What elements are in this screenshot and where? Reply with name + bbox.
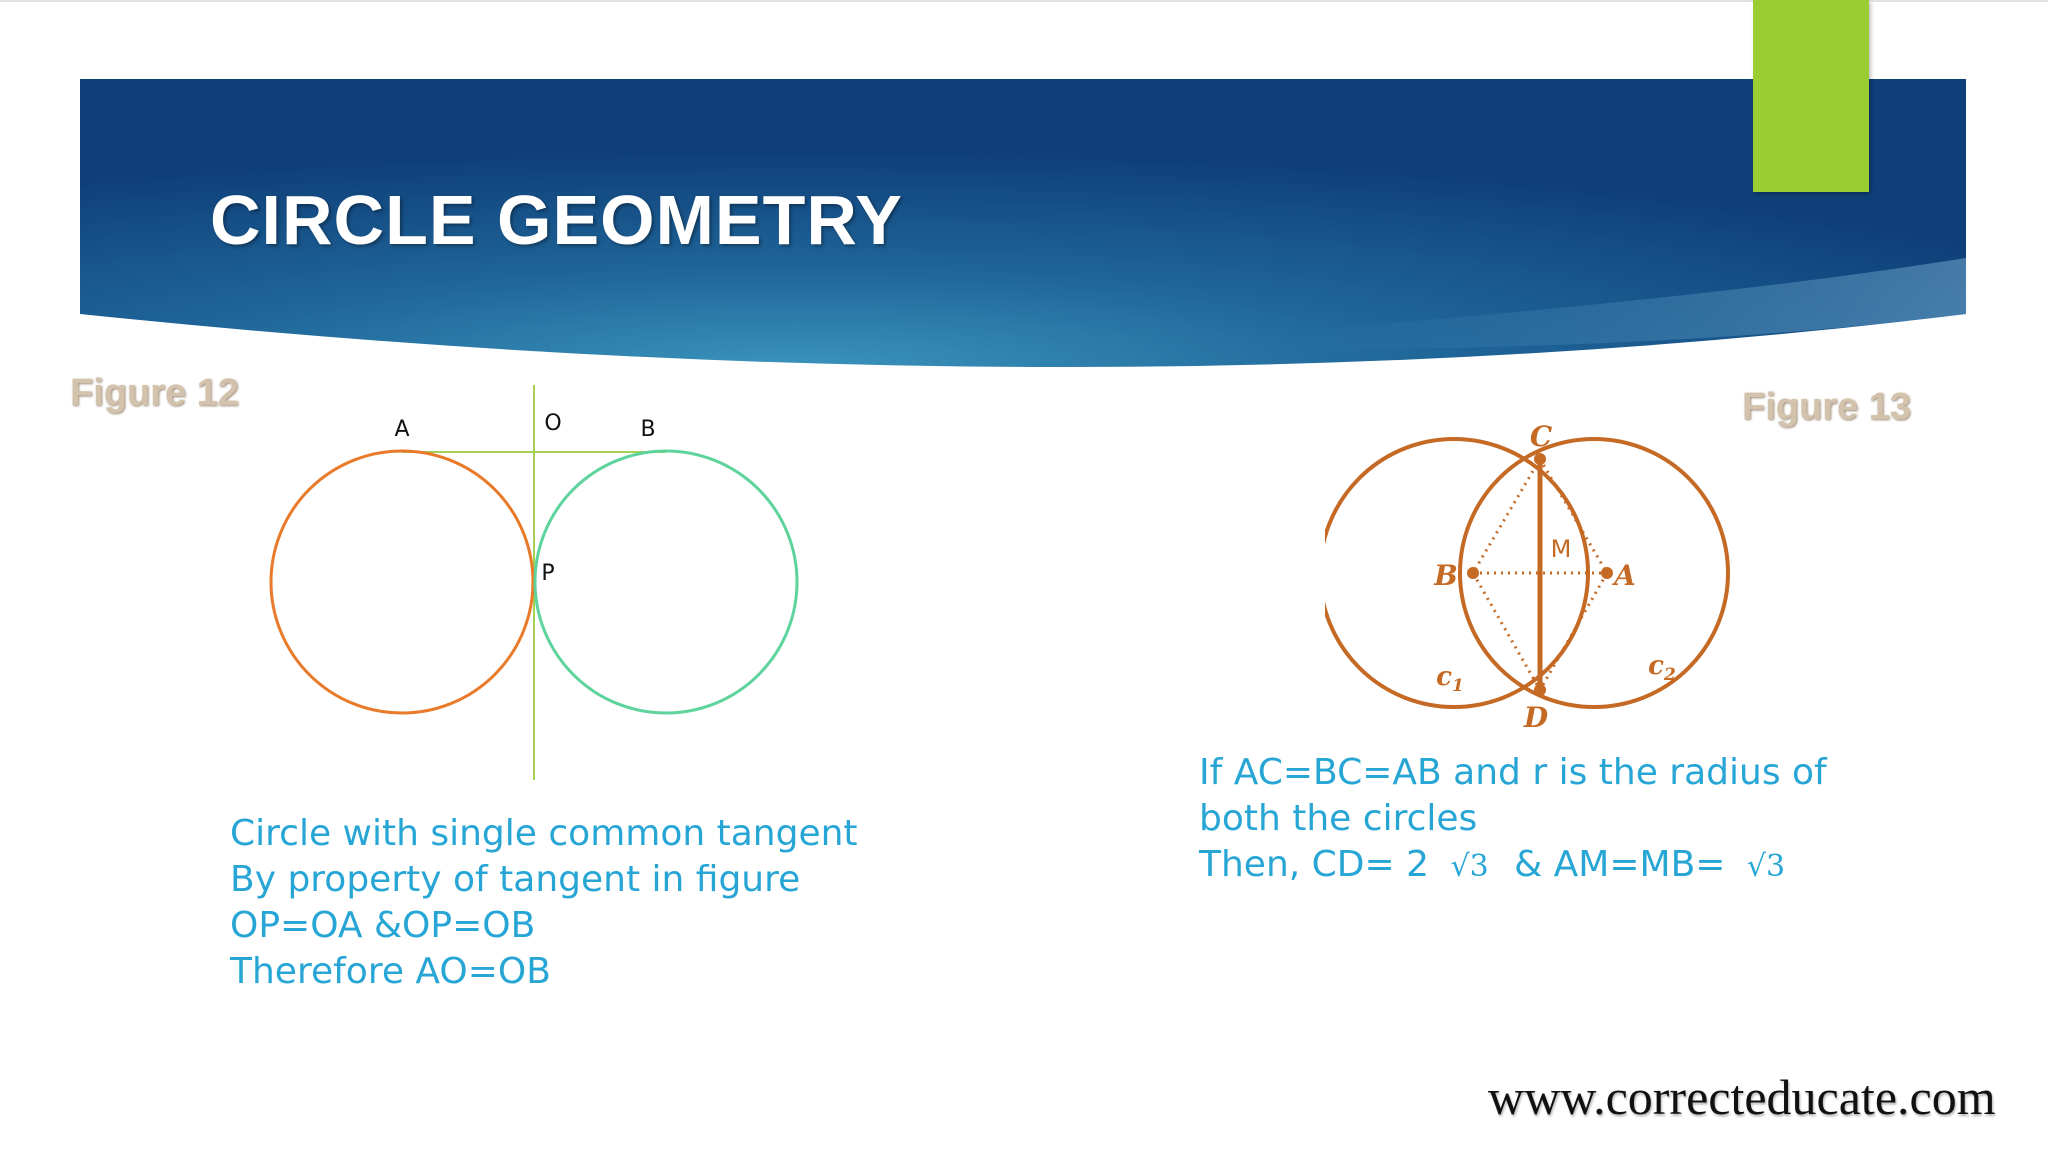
point-a [1601, 567, 1613, 579]
website-watermark: www.correcteducate.com [1488, 1069, 1996, 1125]
label-m: M [1550, 535, 1572, 563]
figure-12-diagram [250, 375, 820, 795]
point-label-a: A [394, 417, 410, 442]
figure-12-text [230, 811, 858, 995]
text-line: OP=OA &OP=OB [230, 905, 536, 946]
label-c1: $c_1$ [1436, 662, 1464, 696]
label-a: A [1614, 559, 1636, 592]
label-b: B [1434, 559, 1458, 592]
text-line: Circle with single common tangent [230, 813, 858, 854]
slide-title: CIRCLE GEOMETRY [210, 181, 903, 259]
am-mb-text: & AM=MB= [1514, 844, 1726, 885]
figure-13-text [1199, 750, 1827, 890]
point-label-b: B [640, 417, 656, 442]
figure-13-diagram [1325, 410, 1755, 740]
text-line-formula [1199, 842, 1827, 890]
then-prefix: Then, CD= 2 [1199, 844, 1430, 885]
accent-green-rectangle [1753, 0, 1869, 192]
sqrt-3-symbol: √3 [1450, 849, 1489, 884]
sqrt-3-symbol: √3 [1746, 849, 1786, 884]
left-circle [271, 451, 533, 713]
text-line: both the circles [1199, 798, 1478, 839]
label-c2: $c_2$ [1648, 651, 1676, 685]
text-line: By property of tangent in figure [230, 859, 801, 900]
text-line: If AC=BC=AB and r is the radius of [1199, 752, 1827, 793]
label-d: D [1523, 701, 1549, 734]
point-c [1534, 453, 1546, 465]
right-circle [535, 451, 797, 713]
label-c: C [1529, 420, 1553, 453]
point-d [1534, 684, 1546, 696]
point-label-o: O [544, 411, 562, 436]
point-b [1467, 567, 1479, 579]
text-line: Therefore AO=OB [230, 951, 551, 992]
figure-13-label: Figure 13 [1742, 386, 1911, 428]
figure-12-label: Figure 12 [70, 372, 239, 414]
point-label-p: P [541, 561, 555, 586]
